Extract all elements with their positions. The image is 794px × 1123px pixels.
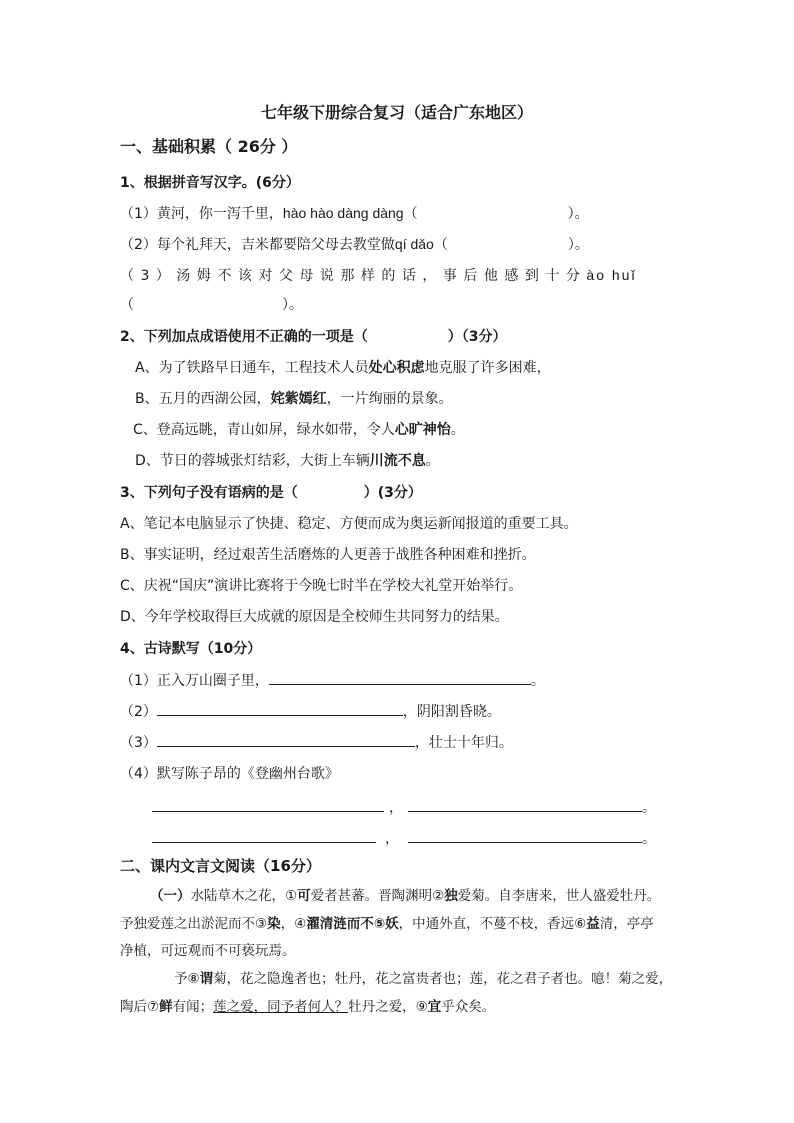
q2-heading: [120, 327, 507, 347]
q3-heading-points: ）(3分）: [363, 485, 422, 501]
passage-line-2: [120, 914, 654, 934]
q4-line-1-text: （1）正入万山圈子里，: [120, 673, 269, 689]
q4-line-2: [120, 701, 501, 722]
q1-item-3: [120, 265, 637, 286]
q4-line-1-blank[interactable]: [269, 670, 531, 685]
q1-item-2-close: ）。: [567, 237, 589, 253]
passage-line-2-a: 予独爱莲之出淤泥而不③: [120, 916, 268, 932]
q3-option-c: C、庆祝“国庆”演讲比赛将于今晚七时半在学校大礼堂开始举行。: [120, 578, 523, 594]
section-one-heading: 一、基础积累（ 26分 ）: [120, 137, 298, 156]
q2-option-b-tail: ，一片绚丽的景象。: [326, 391, 453, 407]
q2-option-c-tail: 。: [450, 422, 465, 438]
q4-poem-blank-2[interactable]: [408, 797, 642, 812]
q4-poem-comma-2: ，: [385, 831, 399, 847]
q3-option-d: D、今年学校取得巨大成就的原因是全校师生共同努力的结果。: [120, 609, 509, 625]
q1-item-2: [120, 234, 589, 255]
q2-option-c-idiom: 心旷神怡: [394, 422, 451, 438]
passage-line-1: [150, 886, 660, 906]
q4-poem-row-1: [152, 797, 656, 818]
page-title: 七年级下册综合复习（适合广东地区）: [260, 103, 533, 122]
q2-option-a-tail: 地克服了许多困难，: [424, 360, 551, 376]
q4-line-2-text: （2）: [120, 704, 157, 720]
q2-option-a-text: A、为了铁路早日通车，工程技术人员: [135, 360, 369, 376]
passage-line-2-g: 清，亭亭: [599, 916, 654, 932]
passage-line-2-e: ，中通外直，不蔓不枝，香远⑥: [398, 916, 587, 932]
passage-line-5-f: 宜: [427, 999, 442, 1015]
q1-item-3-pinyin: ào huǐ: [586, 267, 637, 283]
q4-poem-period-1: 。: [642, 800, 656, 816]
q2-option-b-text: B、五月的西湖公园，: [135, 391, 271, 407]
passage-line-5-g: 乎众矣。: [441, 999, 496, 1015]
q1-item-3-text: （3）汤姆不该对父母说那样的话，事后他感到十分: [120, 268, 587, 284]
passage-line-4-a: 予⑧: [174, 971, 200, 987]
section-two-heading: 二、课内文言文阅读（16分）: [120, 857, 321, 875]
passage-line-5-b: 鲜: [159, 999, 173, 1015]
q4-line-1: [120, 670, 545, 691]
q4-poem-blank-1[interactable]: [152, 797, 384, 812]
q4-heading: 4、古诗默写（10分）: [120, 641, 262, 657]
passage-line-1-b: 可: [297, 888, 311, 904]
q2-option-c-text: C、登高远眺，青山如屏，绿水如带，令人: [133, 422, 395, 438]
passage-line-1-e: 爱菊。自李唐来，世人盛爱牡丹。: [457, 888, 661, 904]
q4-poem-comma-1: ，: [389, 800, 403, 816]
q1-item-3-answer: [120, 295, 303, 315]
q4-line-2-blank[interactable]: [157, 701, 403, 716]
passage-line-4: [174, 969, 672, 989]
q2-option-c: [133, 420, 465, 440]
passage-line-2-c: ，④: [280, 916, 307, 932]
q4-poem-blank-4[interactable]: [408, 828, 642, 843]
q3-heading-text: 3、下列句子没有语病的是（: [120, 485, 298, 501]
q4-poem-period-2: 。: [642, 831, 656, 847]
passage-line-1-d: 独: [444, 888, 458, 904]
q1-item-1-open: （: [403, 206, 418, 222]
q2-option-d-idiom: 川流不息: [369, 453, 426, 469]
passage-line-4-c: 菊，花之隐逸者也；牡丹，花之富贵者也；莲，花之君子者也。噫！菊之爱，: [213, 971, 673, 987]
passage-line-4-b: 谓: [199, 971, 214, 987]
passage-line-2-f: 益: [586, 916, 600, 932]
q4-line-3: [120, 732, 513, 753]
q4-line-1-end: 。: [530, 673, 545, 689]
q3-option-b: B、事实证明，经过艰苦生活磨炼的人更善于战胜各种困难和挫折。: [120, 547, 536, 563]
q3-heading: [120, 483, 422, 503]
q2-option-d: [135, 451, 440, 471]
q1-item-2-pinyin: qí dǎo: [394, 236, 434, 252]
passage-line-2-b: 染: [267, 916, 281, 932]
q1-item-1-pinyin: hào hào dàng dàng: [282, 205, 404, 221]
q4-line-4: （4）默写陈子昂的《登幽州台歌》: [120, 766, 339, 782]
q1-item-2-text: （2）每个礼拜天，吉米都要陪父母去教堂做: [120, 237, 395, 253]
q2-option-b-idiom: 姹紫嫣红: [270, 391, 327, 407]
q3-option-a: A、笔记本电脑显示了快捷、稳定、方便而成为奥运新闻报道的重要工具。: [120, 516, 578, 532]
q2-option-d-tail: 。: [425, 453, 440, 469]
q1-heading: 1、根据拼音写汉字。(6分）: [120, 175, 300, 191]
q4-poem-row-2: [152, 828, 656, 849]
q4-line-3-text: （3）: [120, 735, 157, 751]
passage-line-5-e: 牡丹之爱，⑨: [348, 999, 428, 1015]
passage-line-1-c: 爱者甚蕃。晋陶渊明②: [310, 888, 445, 904]
q1-item-3-close: ）。: [282, 297, 303, 313]
q4-line-3-blank[interactable]: [157, 732, 415, 747]
q4-line-2-end: ，阴阳割昏晓。: [402, 704, 501, 720]
q1-item-1-close: ）。: [567, 206, 589, 222]
passage-line-5: [120, 997, 495, 1017]
q2-heading-text: 2、下列加点成语使用不正确的一项是（: [120, 329, 368, 345]
q1-item-3-open: （: [120, 297, 134, 313]
q1-item-2-open: （: [433, 237, 448, 253]
q2-option-b: [135, 389, 453, 409]
q2-option-d-text: D、节日的蓉城张灯结彩，大街上车辆: [135, 453, 370, 469]
q2-option-a: [135, 358, 551, 378]
passage-part-label: （一）: [150, 888, 191, 904]
passage-line-3: 净植，可远观而不可亵玩焉。: [120, 943, 296, 959]
q2-heading-points: ）（3分）: [447, 329, 507, 345]
q1-item-1: [120, 203, 589, 224]
passage-line-5-a: 陶后⑦: [120, 999, 160, 1015]
passage-line-1-a: 水陆草木之花，①: [190, 888, 298, 904]
q2-option-a-idiom: 处心积虑: [368, 360, 425, 376]
q4-line-3-end: ，壮士十年归。: [414, 735, 513, 751]
q4-poem-blank-3[interactable]: [152, 828, 376, 843]
passage-line-2-d: 濯清涟而不⑤妖: [306, 916, 399, 932]
q1-item-1-text: （1）黄河，你一泻千里，: [120, 206, 283, 222]
passage-underlined-sentence: 莲之爱，同予者何人？: [213, 999, 349, 1015]
passage-line-5-c: 有闻；: [172, 999, 214, 1015]
